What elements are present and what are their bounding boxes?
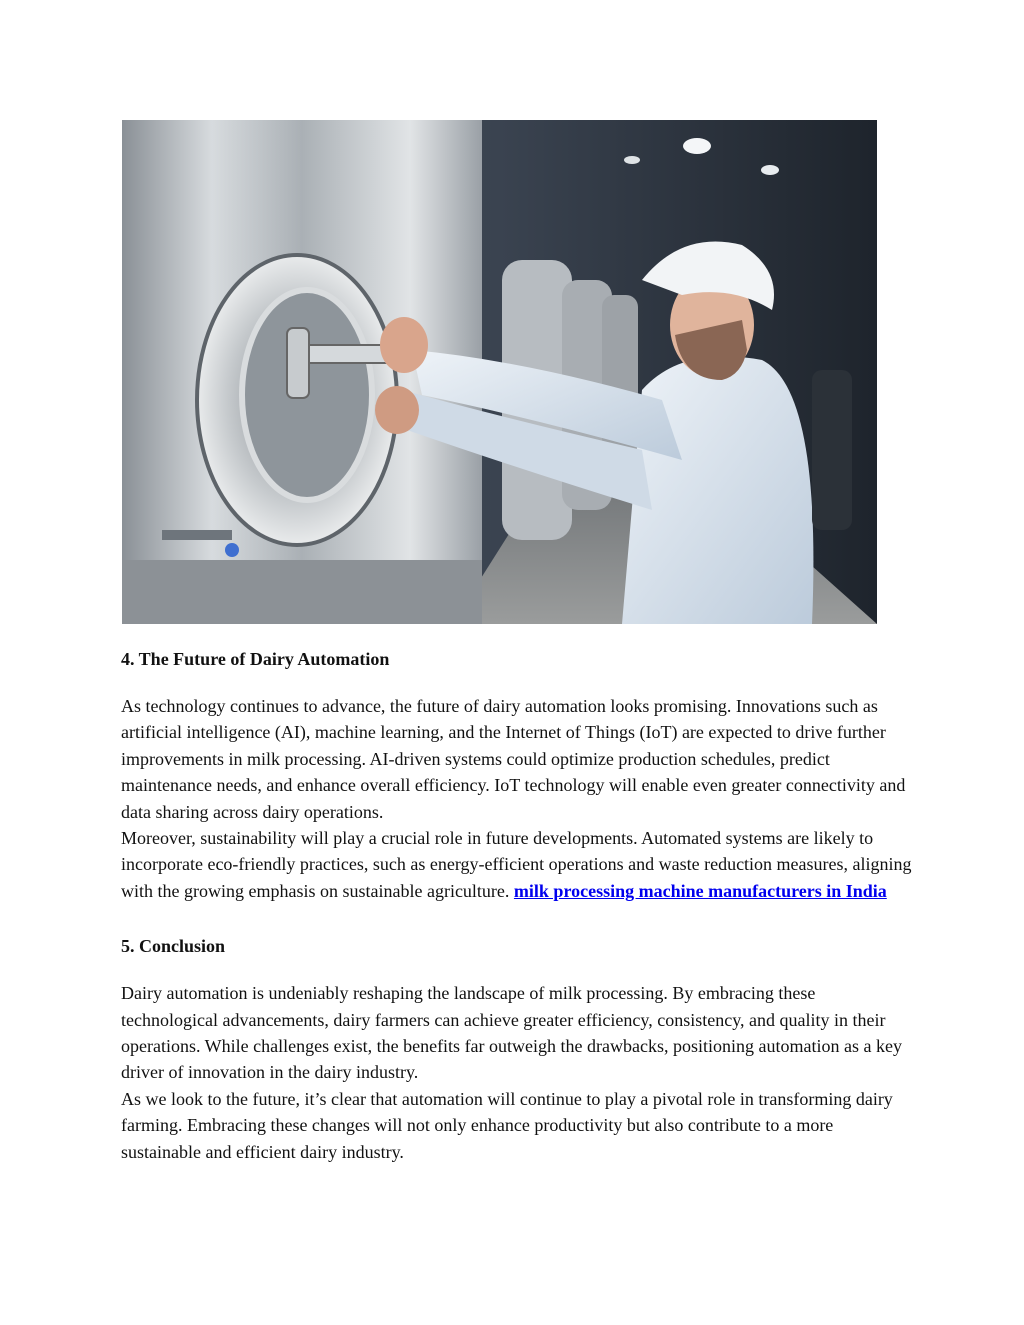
paragraph-future-1: As technology continues to advance, the future of dairy automation looks promising. Innovations such as artificial intelligence (AI), machine learning, and the Internet of Things (IoT) are expected to drive further improvements in milk processing. AI-driven systems could optimize production schedules, predict maintenance needs, and enhance overall efficiency. IoT technology will enable even greater connectivity and data sharing across dairy operations. [121, 696, 906, 822]
paragraph-future-2 [121, 825, 916, 904]
section-conclusion [121, 980, 916, 1165]
dairy-worker-photo [122, 120, 877, 624]
paragraph-conclusion-2: As we look to the future, it’s clear that automation will continue to play a pivotal role in transforming dairy farming. Embracing these changes will not only enhance productivity but also contribute to a more sustainable and efficient dairy industry. [121, 1088, 893, 1162]
section-heading-conclusion: 5. Conclusion [121, 936, 226, 957]
paragraph-future-2-text: Moreover, sustainability will play a crucial role in future developments. Automated systems are likely to incorporate eco-friendly practices, such as energy-efficient operations and waste reduction measures, aligning with the growing emphasis on sustainable agriculture. [121, 828, 912, 901]
paragraph-conclusion-1: Dairy automation is undeniably reshaping the landscape of milk processing. By embracing these technological advancements, dairy farmers can achieve greater efficiency, consistency, and quality in their operations. While challenges exist, the benefits far outweigh the drawbacks, positioning automation as a key driver of innovation in the dairy industry. [121, 983, 902, 1083]
photo-illustration [122, 120, 877, 624]
section-heading-future: 4. The Future of Dairy Automation [121, 649, 390, 669]
section-future [121, 693, 916, 904]
article-body [121, 641, 916, 1165]
manufacturers-link[interactable]: milk processing machine manufacturers in India [513, 880, 887, 901]
